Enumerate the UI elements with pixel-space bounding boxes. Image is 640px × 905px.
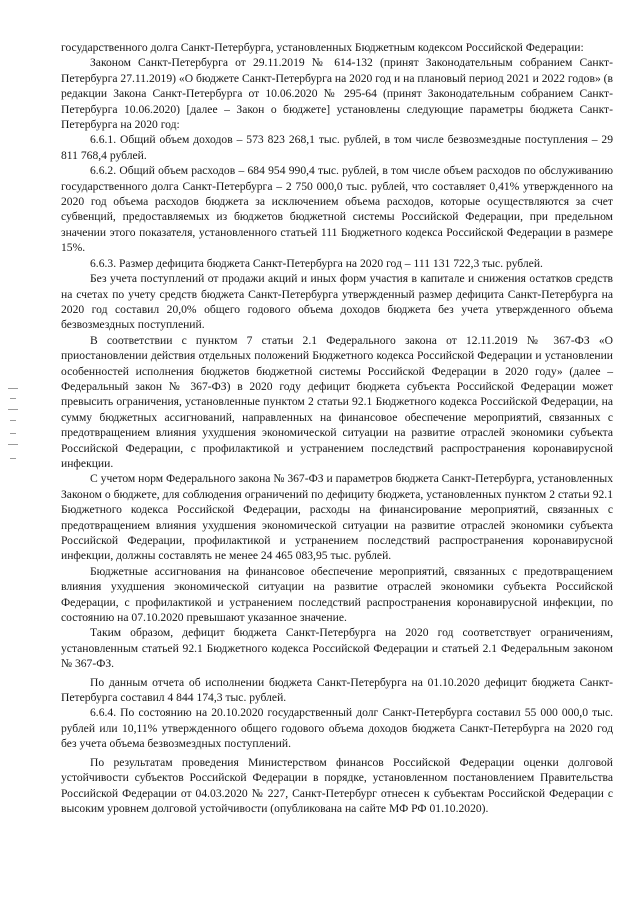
paragraph-debt-sustainability: По результатам проведения Министерством финансов Российской Федерации оценки долговой устойчивости субъектов Российской Федерации в порядке, установленном постановлением Правительства Российской Федерации от 04.03.2020 № 227, Санкт-Петербург отнесен к субъектам Российской Федерации с высоким уровнем долговой устойчивости (опубликована на сайте МФ РФ 01.10.2020). — [61, 755, 613, 815]
scan-mark — [8, 388, 18, 389]
paragraph-6-6-2-expenses: 6.6.2. Общий объем расходов – 684 954 990,4 тыс. рублей, в том числе объем расходов по обслуживанию государственного долга Санкт-Петербурга – 2 750 000,0 тыс. рублей, что составляет 0,41% утвержденного на 2020 год объема расходов бюджета за исключением объема расходов, которые осуществляются за счет субвенций, предоставляемых из бюджетов бюджетной системы Российской Федерации, при предельном значении этого показателя, установленного статьей 111 Бюджетного кодекса Российской Федерации в размере 15%. — [61, 164, 613, 255]
scan-margin-marks — [8, 0, 24, 905]
paragraph-budget-allocations: Бюджетные ассигнования на финансовое обеспечение мероприятий, связанных с предотвращением влияния ухудшения экономической ситуации на развитие отраслей экономики субъекта Российской Федерации, с профилактикой и устранением последствий распространения коронавирусной инфекции, по состоянию на 07.10.2020 превышают указанное значение. — [61, 564, 613, 625]
paragraph-budget-law: Законом Санкт-Петербурга от 29.11.2019 № 614-132 (принят Законодательным собранием Санкт-Петербурга 27.11.2019) «О бюджете Санкт-Петербурга на 2020 год и на плановый период 2021 и 2022 годов» (в редакции Закона Санкт-Петербурга от 10.06.2020 № 295-64 (принят Законодательным собранием Санкт-Петербурга 10.06.2020) [далее – Закон о бюджете] установлены следующие параметры бюджета Санкт-Петербурга на 2020 год: — [61, 56, 613, 132]
paragraph-federal-law-367: В соответствии с пунктом 7 статьи 2.1 Федерального закона от 12.11.2019 № 367-ФЗ «О приостановлении действия отдельных положений Бюджетного кодекса Российской Федерации и установлении особенностей исполнения бюджетов бюджетной системы Российской Федерации в 2020 году» (далее – Федеральный закон № 367-ФЗ) в 2020 году дефицит бюджета субъекта Российской Федерации может превысить ограничения, установленные пунктом 2 статьи 92.1 Бюджетного кодекса Российской Федерации, на сумму бюджетных ассигнований, направленных на финансовое обеспечение мероприятий, связанных с предотвращением влияния ухудшения экономической ситуации на развитие отраслей экономики субъекта Российской Федерации, с профилактикой и устранением последствий распространения коронавирусной инфекции. — [61, 333, 613, 470]
scan-mark — [8, 444, 18, 445]
paragraph-6-6-4-state-debt: 6.6.4. По состоянию на 20.10.2020 государственный долг Санкт-Петербурга составил 55 000 000,0 тыс. рублей или 10,11% утвержденного общего годового объема доходов бюджета Санкт-Петербурга на 2020 год без учета объема безвозмездных поступлений. — [61, 706, 613, 751]
paragraph-deficit-share: Без учета поступлений от продажи акций и иных форм участия в капитале и снижения остатков средств на счетах по учету средств бюджета Санкт-Петербурга утвержденный размер дефицита Санкт-Петербурга на 2020 год составил 20,0% общего годового объема доходов бюджета без учета утвержденного объема безвозмездных поступлений. — [61, 272, 613, 332]
scan-mark — [10, 398, 16, 399]
document-page — [61, 40, 613, 816]
scan-mark — [8, 409, 18, 410]
paragraph-6-6-1-revenues: 6.6.1. Общий объем доходов – 573 823 268,1 тыс. рублей, в том числе безвозмездные поступления – 29 811 768,4 рублей. — [61, 133, 613, 162]
paragraph-expense-requirements: С учетом норм Федерального закона № 367-ФЗ и параметров бюджета Санкт-Петербурга, установленных Законом о бюджете, для соблюдения ограничений по дефициту бюджета, установленных пунктом 2 статьи 92.1 Бюджетного кодекса Российской Федерации, расходы на финансирование мероприятий, связанных с предотвращением влияния ухудшения экономической ситуации на развитие отраслей экономики субъекта Российской Федерации, профилактикой и устранением последствий распространения коронавирусной инфекции, должны составлять не менее 24 465 083,95 тыс. рублей. — [61, 472, 613, 563]
paragraph-debt-intro: государственного долга Санкт-Петербурга, установленных Бюджетным кодексом Российской Федерации: — [61, 41, 584, 54]
paragraph-conclusion: Таким образом, дефицит бюджета Санкт-Петербурга на 2020 год соответствует ограничениям, установленным статьей 92.1 Бюджетного кодекса Российской Федерации и статьей 2.1 Федеральным законом № 367-ФЗ. — [61, 626, 613, 671]
scan-mark — [10, 433, 16, 434]
scan-mark — [10, 458, 16, 459]
paragraph-6-6-3-deficit: 6.6.3. Размер дефицита бюджета Санкт-Петербурга на 2020 год – 111 131 722,3 тыс. рублей. — [90, 256, 543, 270]
paragraph-execution-report: По данным отчета об исполнении бюджета Санкт-Петербурга на 01.10.2020 дефицит бюджета Санкт-Петербурга составил 4 844 174,3 тыс. рублей. — [61, 675, 613, 705]
scan-mark — [10, 420, 16, 421]
